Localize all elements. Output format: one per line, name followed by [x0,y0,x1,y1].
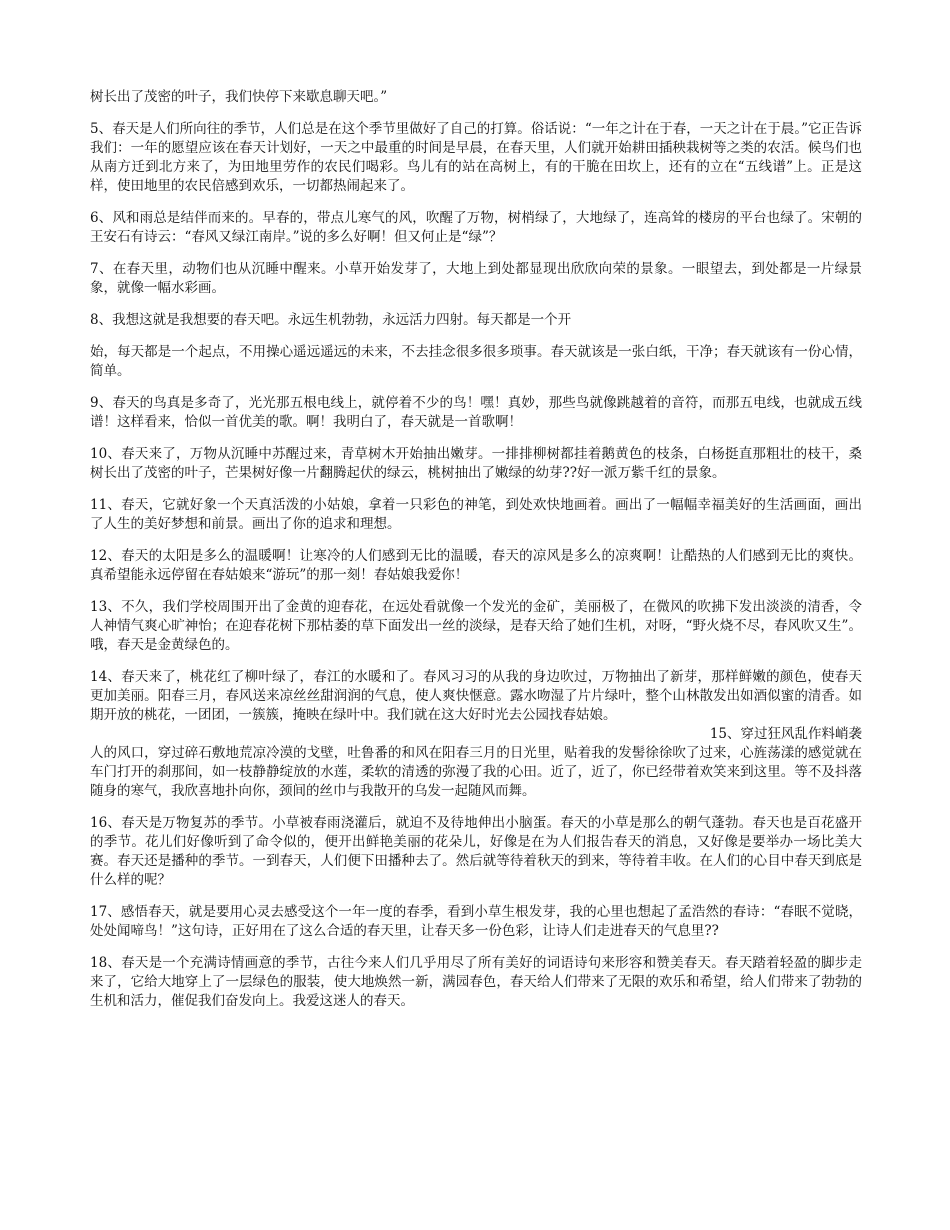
paragraph-13: 13、不久，我们学校周围开出了金黄的迎春花，在远处看就像一个发光的金矿，美丽极了，在微风的吹拂下发出淡淡的清香，令人神情气爽心旷神怡；在迎春花树下那枯萎的草下面发出一丝的淡绿，是春天给了她们生机，对呀，“野火烧不尽，春风吹又生”。哦，春天是金黄绿色的。 [90,599,862,653]
paragraph-15-continued: 人的风口，穿过碎石敷地荒凉冷漠的戈壁，吐鲁番的和风在阳春三月的日光里，贴着我的发髻徐徐吹了过来，心旌荡漾的感觉就在车门打开的刹那间，如一枝静静绽放的水莲，柔软的清透的弥漫了我的心田。近了，近了，你已经带着欢笑来到这里。等不及抖落随身的寒气，我欣喜地扑向你，颈间的丝巾与我散开的乌发一起随风而舞。 [90,745,862,799]
paragraph-7: 7、在春天里，动物们也从沉睡中醒来。小草开始发芽了，大地上到处都显现出欣欣向荣的景象。一眼望去，到处都是一片绿景象，就像一幅水彩画。 [90,261,862,296]
paragraph-5: 5、春天是人们所向往的季节，人们总是在这个季节里做好了自己的打算。俗话说：“一年之计在于春，一天之计在于晨。”它正告诉我们：一年的愿望应该在春天计划好，一天之中最重的时间是早晨，在春天里，人们就开始耕田插秧栽树等之类的农活。候鸟们也从南方迁到北方来了，为田地里劳作的农民们喝彩。鸟儿有的站在高树上，有的干脆在田坎上，还有的立在“五线谱”上。正是这样，使田地里的农民倍感到欢乐，一切都热闹起来了。 [90,121,862,194]
paragraph-6: 6、风和雨总是结伴而来的。早春的，带点儿寒气的风，吹醒了万物，树梢绿了，大地绿了，连高耸的楼房的平台也绿了。宋朝的王安石有诗云：“春风又绿江南岸。”说的多么好啊！但又何止是“绿”？ [90,210,862,245]
paragraph-9: 9、春天的鸟真是多奇了，光光那五根电线上，就停着不少的鸟！嘿！真妙，那些鸟就像跳越着的音符，而那五电线，也就成五线谱！这样看来，恰似一首优美的歌。啊！我明白了，春天就是一首歌啊！ [90,395,862,430]
paragraph-8-continued: 始，每天都是一个起点，不用操心遥远遥远的未来，不去挂念很多很多琐事。春天就该是一张白纸，干净；春天就该有一份心情，简单。 [90,344,862,379]
paragraph-17: 17、感悟春天，就是要用心灵去感受这个一年一度的春季，看到小草生根发芽，我的心里也想起了孟浩然的春诗：“春眠不觉晓，处处闻啼鸟！”这句诗，正好用在了这么合适的春天里，让春天多一份色彩，让诗人们走进春天的气息里?? [90,904,862,939]
paragraph-14: 14、春天来了，桃花红了柳叶绿了，春江的水暖和了。春风习习的从我的身边吹过，万物抽出了新芽，那样鲜嫩的颜色，使春天更加美丽。阳春三月，春风送来凉丝丝甜润润的气息，使人爽快惬意。露水吻湿了片片绿叶，整个山林散发出如酒似蜜的清香。如期开放的桃花，一团团，一簇簇，掩映在绿叶中。我们就在这大好时光去公园找春姑娘。 [90,669,862,723]
paragraph-4-end: 树长出了茂密的叶子，我们快停下来歇息聊天吧。” [90,89,388,105]
paragraph-11: 11、春天，它就好象一个天真活泼的小姑娘，拿着一只彩色的神笔，到处欢快地画着。画出了一幅幅幸福美好的生活画面，画出了人生的美好梦想和前景。画出了你的追求和理想。 [90,497,862,532]
paragraph-18: 18、春天是一个充满诗情画意的季节，古往今来人们几乎用尽了所有美好的词语诗句来形容和赞美春天。春天踏着轻盈的脚步走来了，它给大地穿上了一层绿色的服装，使大地焕然一新，满园春色，春天给人们带来了无限的欢乐和希望，给人们带来了勃勃的生机和活力，催促我们奋发向上。我爱这迷人的春天。 [90,955,862,1009]
paragraph-15-start: 15、穿过狂风乱作料峭袭 [709,726,862,742]
paragraph-12: 12、春天的太阳是多么的温暖啊！让寒冷的人们感到无比的温暖，春天的凉风是多么的凉爽啊！让酷热的人们感到无比的爽快。真希望能永远停留在春姑娘来“游玩”的那一刻！春姑娘我爱你！ [90,548,862,583]
paragraph-10: 10、春天来了，万物从沉睡中苏醒过来，青草树木开始抽出嫩芽。一排排柳树都挂着鹅黄色的枝条，白杨挺直那粗壮的枝干，桑树长出了茂密的叶子，芒果树好像一片翻腾起伏的绿云，桃树抽出了嫩绿的幼芽??好一派万紫千红的景象。 [90,446,862,481]
paragraph-16: 16、春天是万物复苏的季节。小草被春雨浇灌后，就迫不及待地伸出小脑蛋。春天的小草是那么的朝气蓬勃。春天也是百花盛开的季节。花儿们好像听到了命令似的，便开出鲜艳美丽的花朵儿，好像是在为人们报告春天的消息，又好像是要举办一场比美大赛。春天还是播种的季节。一到春天，人们便下田播种去了。然后就等待着秋天的到来，等待着丰收。在人们的心目中春天到底是什么样的呢？ [90,815,862,888]
paragraph-8-start: 8、我想这就是我想要的春天吧。永远生机勃勃，永远活力四射。每天都是一个开 [90,312,572,328]
